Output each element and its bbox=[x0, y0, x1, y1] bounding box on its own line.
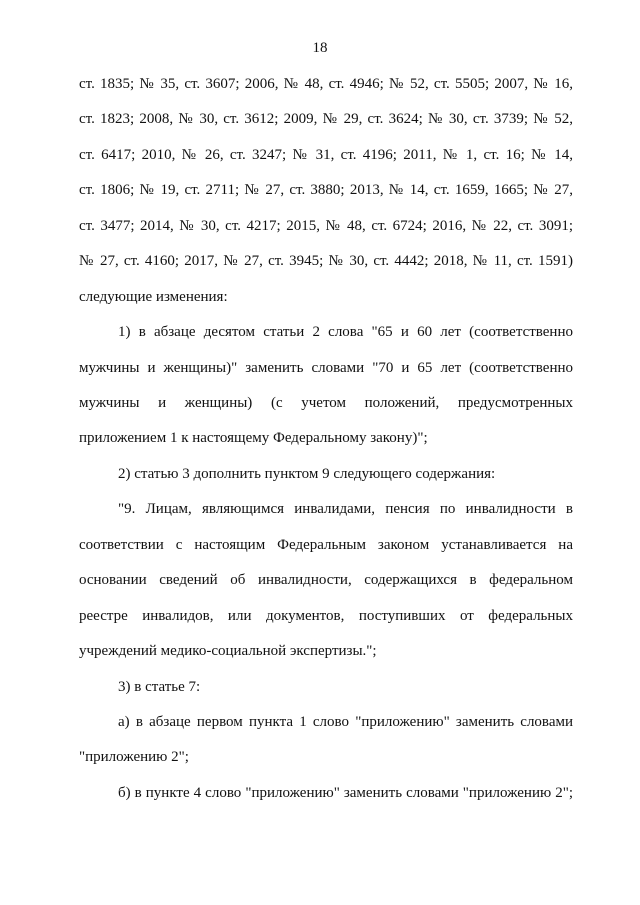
text-line: ст. 1835; № 35, ст. 3607; 2006, № 48, ст. 4946; № 52, ст. 5505; 2007, № 16, bbox=[79, 76, 573, 92]
text-line: учреждений медико-социальной экспертизы."; bbox=[79, 643, 377, 659]
text-line: реестре инвалидов, или документов, поступивших от федеральных bbox=[79, 608, 573, 624]
text-line: 3) в статье 7: bbox=[118, 679, 201, 695]
text-line: мужчины и женщины)" заменить словами "70 и 65 лет (соответственно bbox=[79, 360, 573, 376]
text-line: ст. 6417; 2010, № 26, ст. 3247; № 31, ст. 4196; 2011, № 1, ст. 16; № 14, bbox=[79, 147, 573, 163]
text-line: "9. Лицам, являющимся инвалидами, пенсия по инвалидности в bbox=[118, 501, 573, 517]
text-line: б) в пункте 4 слово "приложению" заменить словами "приложению 2"; bbox=[118, 785, 573, 801]
text-line: ст. 1823; 2008, № 30, ст. 3612; 2009, № 29, ст. 3624; № 30, ст. 3739; № 52, bbox=[79, 111, 573, 127]
text-line: 1) в абзаце десятом статьи 2 слова "65 и 60 лет (соответственно bbox=[118, 324, 573, 340]
text-line: следующие изменения: bbox=[79, 289, 228, 305]
text-line: 2) статью 3 дополнить пунктом 9 следующего содержания: bbox=[118, 466, 496, 482]
page-number: 18 bbox=[312, 40, 328, 56]
text-line: ст. 3477; 2014, № 30, ст. 4217; 2015, № 48, ст. 6724; 2016, № 22, ст. 3091; bbox=[79, 218, 573, 234]
text-line: ст. 1806; № 19, ст. 2711; № 27, ст. 3880; 2013, № 14, ст. 1659, 1665; № 27, bbox=[79, 182, 573, 198]
text-line: "приложению 2"; bbox=[79, 749, 189, 765]
text-line: мужчины и женщины) (с учетом положений, предусмотренных bbox=[79, 395, 573, 411]
text-line: основании сведений об инвалидности, содержащихся в федеральном bbox=[79, 572, 573, 588]
text-line: № 27, ст. 4160; 2017, № 27, ст. 3945; № 30, ст. 4442; 2018, № 11, ст. 1591) bbox=[79, 253, 573, 269]
text-line: соответствии с настоящим Федеральным законом устанавливается на bbox=[79, 537, 573, 553]
text-line: а) в абзаце первом пункта 1 слово "приложению" заменить словами bbox=[118, 714, 573, 730]
text-line: приложением 1 к настоящему Федеральному закону)"; bbox=[79, 430, 428, 446]
